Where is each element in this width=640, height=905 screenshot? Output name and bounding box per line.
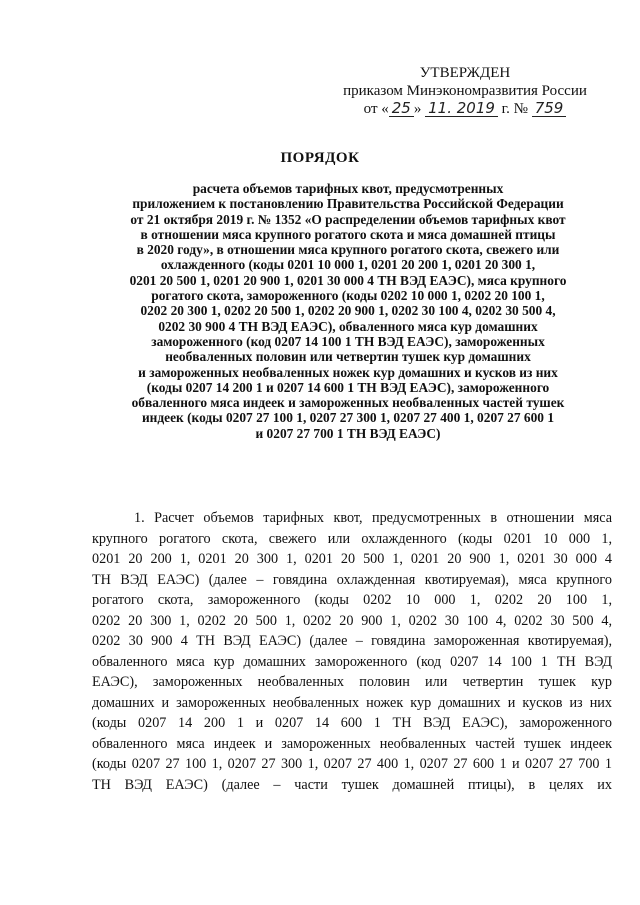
- subtitle-line: расчета объемов тарифных квот, предусмотренных: [192, 181, 504, 196]
- body-line: крупного рогатого скота, свежего или охлажденного (коды 0201 10 000 1,: [92, 530, 612, 547]
- approval-authority: приказом Минэкономразвития России: [343, 83, 587, 99]
- subtitle-line: необваленных половин или четвертин тушек кур домашних: [165, 349, 531, 365]
- subtitle-line: рогатого скота, замороженного (коды 0202 10 000 1, 0202 20 100 1,: [151, 288, 545, 304]
- body-line: обваленного мяса индеек и замороженных необваленных частей тушек индеек: [92, 735, 612, 752]
- document-title: ПОРЯДОК: [280, 150, 360, 166]
- approval-heading: УТВЕРЖДЕН: [419, 65, 511, 81]
- number-prefix: г. №: [501, 101, 528, 117]
- subtitle-line: приложением к постановлению Правительства Российской Федерации: [132, 196, 564, 212]
- subtitle-line: и 0207 27 700 1 ТН ВЭД ЕАЭС): [255, 425, 441, 441]
- subtitle-line: от 21 октября 2019 г. № 1352 «О распределении объемов тарифных квот: [130, 211, 566, 227]
- paragraph-1: [92, 508, 612, 795]
- body-line: ТН ВЭД ЕАЭС) (далее – говядина охлажденная квотируемая), мяса крупного: [92, 571, 612, 588]
- order-number: 759: [532, 101, 567, 117]
- body-line: обваленного мяса кур домашних замороженного (код 0207 14 100 1 ТН ВЭД: [92, 653, 612, 670]
- date-prefix: от «: [363, 101, 389, 117]
- approval-date-line: [330, 100, 600, 118]
- subtitle-line: индеек (коды 0207 27 100 1, 0207 27 300 1, 0207 27 400 1, 0207 27 600 1: [141, 410, 555, 426]
- subtitle-line: замороженного (код 0207 14 100 1 ТН ВЭД ЕАЭС), замороженных: [151, 333, 545, 349]
- subtitle-line: обваленного мяса индеек и замороженных необваленных частей тушек: [131, 395, 565, 411]
- subtitle-line: и замороженных необваленных ножек кур домашних и кусков из них: [138, 364, 558, 380]
- body-line: 0202 20 300 1, 0202 20 500 1, 0202 20 900 1, 0202 30 100 4, 0202 30 500 4,: [92, 612, 612, 629]
- body-line: домашних и замороженных необваленных ножек кур домашних и кусков из них: [92, 694, 612, 711]
- subtitle-line: охлажденного (коды 0201 10 000 1, 0201 20 200 1, 0201 20 300 1,: [160, 257, 536, 273]
- subtitle-line: в отношении мяса крупного рогатого скота и мяса домашней птицы: [140, 226, 556, 242]
- document-subtitle: [88, 181, 608, 441]
- subtitle-line: (коды 0207 14 200 1 и 0207 14 600 1 ТН ВЭД ЕАЭС), замороженного: [146, 379, 550, 395]
- body-line: 0201 20 200 1, 0201 20 300 1, 0201 20 500 1, 0201 20 900 1, 0201 30 000 4: [92, 551, 612, 567]
- subtitle-line: 0202 30 900 4 ТН ВЭД ЕАЭС), обваленного мяса кур домашних: [158, 318, 538, 334]
- body-line: ТН ВЭД ЕАЭС) (далее – части тушек домашней птицы), в целях их: [92, 776, 612, 793]
- body-line: рогатого скота, замороженного (коды 0202 10 000 1, 0202 20 100 1,: [92, 592, 612, 608]
- body-line: 1. Расчет объемов тарифных квот, предусмотренных в отношении мяса: [134, 510, 612, 526]
- subtitle-line: в 2020 году», в отношении мяса крупного рогатого скота, свежего или: [136, 242, 560, 258]
- approval-block: [330, 64, 600, 118]
- body-line: (коды 0207 14 200 1 и 0207 14 600 1 ТН ВЭД ЕАЭС), замороженного: [92, 715, 612, 731]
- body-line: (коды 0207 27 100 1, 0207 27 300 1, 0207 27 400 1, 0207 27 600 1 и 0207 27 700 1: [92, 756, 612, 772]
- body-line: ЕАЭС), замороженных необваленных половин или четвертин тушек кур: [92, 674, 612, 690]
- body-line: 0202 30 900 4 ТН ВЭД ЕАЭС) (далее – говядина замороженная квотируемая),: [92, 633, 612, 649]
- date-month-year: 11. 2019: [425, 101, 498, 117]
- date-separator: »: [413, 101, 422, 117]
- subtitle-line: 0202 20 300 1, 0202 20 500 1, 0202 20 900 1, 0202 30 100 4, 0202 30 500 4,: [140, 303, 556, 319]
- subtitle-line: 0201 20 500 1, 0201 20 900 1, 0201 30 000 4 ТН ВЭД ЕАЭС), мяса крупного: [129, 272, 567, 288]
- date-day: 25: [389, 101, 414, 117]
